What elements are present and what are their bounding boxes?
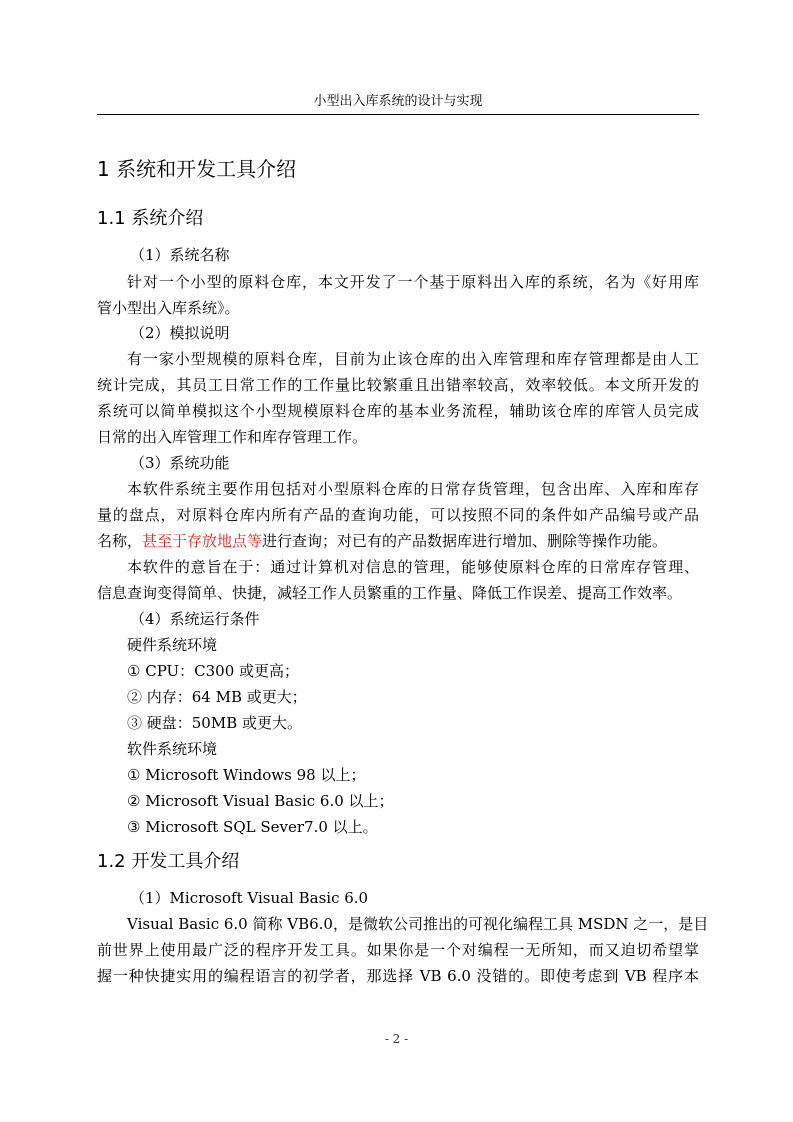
page-number: - 2 - xyxy=(384,1032,409,1046)
list-item: ③ Microsoft SQL Sever7.0 以上。 xyxy=(127,818,378,836)
list-item: ② 内存：64 MB 或更大； xyxy=(127,688,307,706)
paragraph-line: 握一种快捷实用的编程语言的初学者，那选择 VB 6.0 没错的。即使考虑到 VB 程序本 xyxy=(97,967,699,985)
header-rule xyxy=(97,114,699,115)
subheading-simulation: （2）模拟说明 xyxy=(130,324,230,342)
list-item: ② Microsoft Visual Basic 6.0 以上； xyxy=(127,792,394,810)
paragraph-line: 本软件的意旨在于：通过计算机对信息的管理，能够使原料仓库的日常库存管理、 xyxy=(127,558,699,576)
paragraph-line: 前世界上使用最广泛的程序开发工具。如果你是一个对编程一无所知，而又迫切希望掌 xyxy=(97,941,699,959)
section-heading-1-2: 1.2 开发工具介绍 xyxy=(97,851,240,872)
paragraph-line: 统计完成，其员工日常工作的工作量比较繁重且出错率较高，效率较低。本文所开发的 xyxy=(97,376,699,394)
paragraph-line: 系统可以简单模拟这个小型规模原料仓库的基本业务流程，辅助该仓库的库管人员完成 xyxy=(97,402,699,420)
subheading-system-function: （3）系统功能 xyxy=(130,454,230,472)
paragraph-line: 本软件系统主要作用包括对小型原料仓库的日常存货管理，包含出库、入库和库存 xyxy=(127,480,699,498)
chapter-heading: 1 系统和开发工具介绍 xyxy=(97,157,297,181)
paragraph-line: 量的盘点，对原料仓库内所有产品的查询功能，可以按照不同的条件如产品编号或产品 xyxy=(97,506,699,524)
paragraph-line-with-highlight xyxy=(97,529,699,553)
paragraph-line: 信息查询变得简单、快捷，减轻工作人员繁重的工作量、降低工作误差、提高工作效率。 xyxy=(97,584,683,602)
highlighted-text: 甚至于存放地点等 xyxy=(142,532,263,550)
paragraph-line: Visual Basic 6.0 简称 VB6.0，是微软公司推出的可视化编程工具 MSDN 之一，是目 xyxy=(127,915,709,933)
paragraph-line: 针对一个小型的原料仓库，本文开发了一个基于原料出入库的系统，名为《好用库 xyxy=(127,273,699,291)
subheading-vb6: （1）Microsoft Visual Basic 6.0 xyxy=(130,889,369,907)
list-item: ① Microsoft Windows 98 以上； xyxy=(127,766,366,784)
list-item: ① CPU：C300 或更高； xyxy=(127,662,300,680)
list-item: ③ 硬盘：50MB 或更大。 xyxy=(127,714,303,732)
paragraph-line: 有一家小型规模的原料仓库，目前为止该仓库的出入库管理和库存管理都是由人工 xyxy=(127,350,699,368)
paragraph-line: 管小型出入库系统》。 xyxy=(97,299,240,317)
running-header: 小型出入库系统的设计与实现 xyxy=(313,94,483,109)
hardware-env-label: 硬件系统环境 xyxy=(127,636,218,654)
paragraph-line: 日常的出入库管理工作和库存管理工作。 xyxy=(97,428,368,446)
text-run: 名称， xyxy=(97,532,143,550)
subheading-run-conditions: （4）系统运行条件 xyxy=(130,610,260,628)
section-heading-1-1: 1.1 系统介绍 xyxy=(97,208,204,229)
subheading-system-name: （1）系统名称 xyxy=(130,246,230,264)
software-env-label: 软件系统环境 xyxy=(127,740,218,758)
text-run: 进行查询；对已有的产品数据库进行增加、删除等操作功能。 xyxy=(262,532,668,550)
